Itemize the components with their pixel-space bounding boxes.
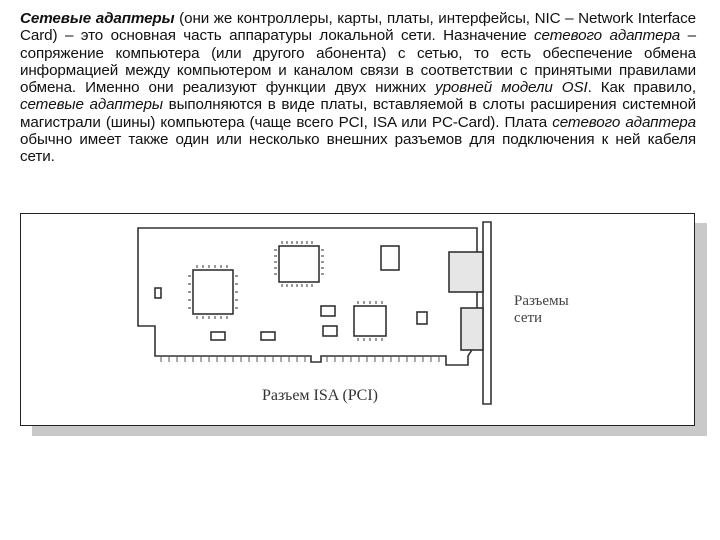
network-card-figure (20, 213, 695, 426)
edge-connector-fingers (161, 356, 439, 362)
figure-frame (20, 213, 695, 426)
component-pad-4 (323, 326, 337, 336)
isa-connector-label: Разъем ISA (PCI) (262, 387, 378, 404)
body-paragraph (20, 10, 696, 166)
network-connector-1 (449, 252, 483, 292)
chip-3 (354, 306, 386, 336)
term-network-adapters-2: сетевые адаптеры (20, 96, 163, 114)
mounting-bracket (483, 222, 491, 404)
chip-4 (381, 246, 399, 270)
component-pad-3 (321, 306, 335, 316)
text-segment-5: обычно имеет также один или несколько внешних разъемов для подключения к ней кабеля сети. (20, 131, 696, 166)
text-segment-3: . Как правило, (587, 79, 696, 97)
network-connector-2 (461, 308, 483, 350)
chip-1 (279, 246, 319, 282)
chip-2 (193, 270, 233, 314)
term-network-adapter-gen-2: сетевого адаптера (552, 113, 696, 131)
network-connectors-label (514, 293, 569, 327)
text-segment-1: (они же контроллеры, карты, платы, интерфейсы, NIC – Network Interface Card) – это основная часть аппаратуры локальной сети. Назначение (20, 10, 696, 45)
chip-pins (188, 241, 382, 341)
component-pad-1 (211, 332, 225, 340)
term-osi-levels: уровней модели OSI (435, 79, 588, 97)
network-connectors-label-line2: сети (514, 310, 543, 326)
board-outline (138, 228, 477, 365)
component-pad-2 (261, 332, 275, 340)
component-pad-5 (417, 312, 427, 324)
text-segment-4: выполняются в виде платы, вставляемой в слоты расширения системной магистрали (шины) компьютера (чаще всего PCI, ISA или PC-Card). Плата (20, 96, 696, 131)
network-connectors-label-line1: Разъемы (514, 293, 569, 309)
text-segment-2: – сопряжение компьютера (или другого абонента) с сетью, то есть обеспечение обмена информацией между компьютером и каналом связи в соответствии с принятыми правилами обмена. Именно они реализуют функции двух нижних (20, 27, 696, 97)
term-network-adapter-gen: сетевого адаптера (534, 27, 681, 45)
small-component (155, 288, 161, 298)
term-network-adapters: Сетевые адаптеры (20, 10, 175, 27)
